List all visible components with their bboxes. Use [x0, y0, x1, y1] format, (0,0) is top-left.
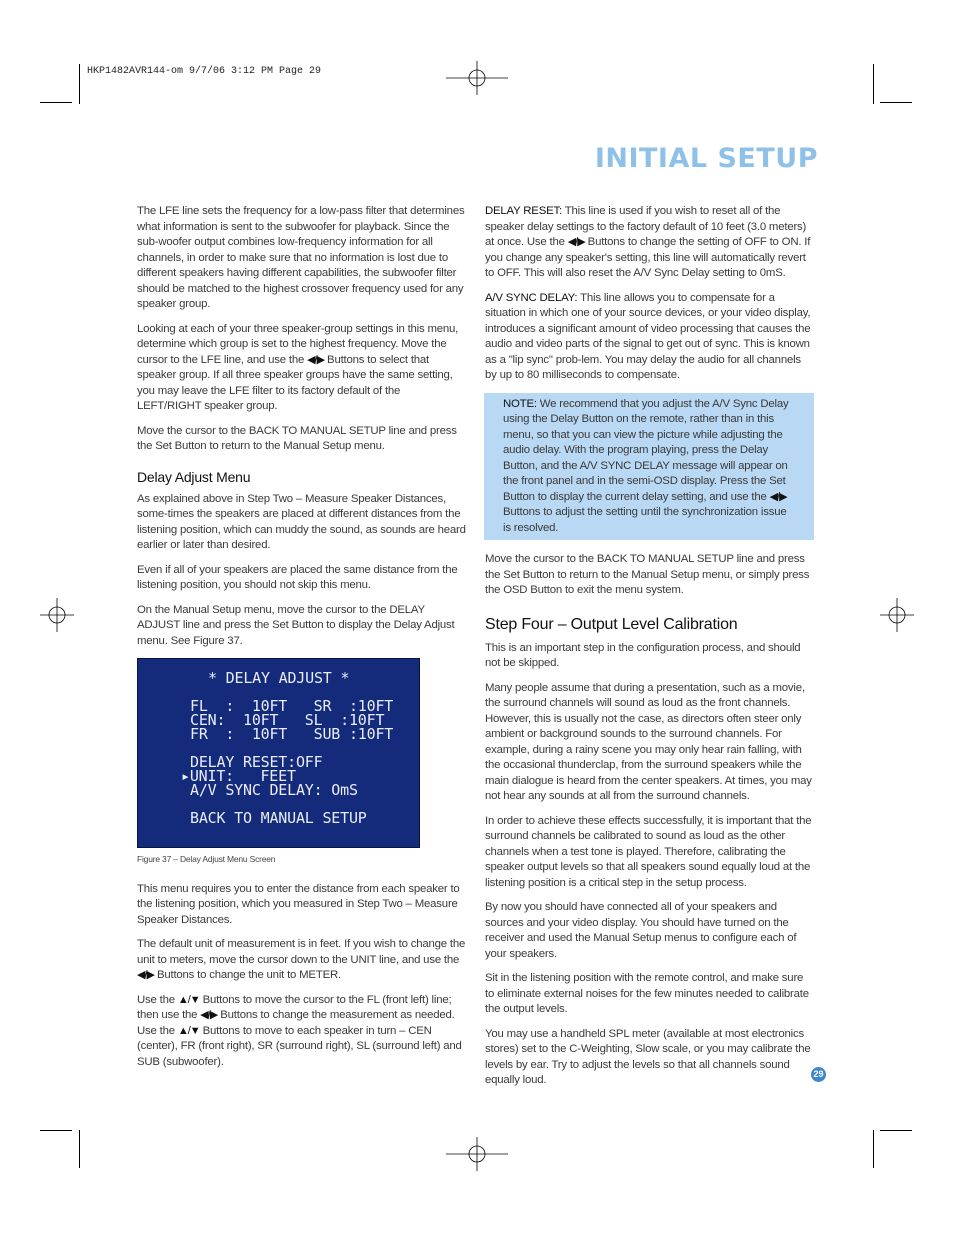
text: Use the [137, 993, 175, 1006]
paragraph-navigate [137, 993, 467, 1071]
up-down-arrows-icon: ▲/▼ [177, 993, 200, 1006]
paragraph-calibration: In order to achieve these effects successfully, it is important that the surround channels be calibrated to sound as loud as the other channels when a test tone is played. Therefore, calibrating the speaker output levels so that all speakers sound equally loud at the listening position is a critical step in the setup process. [485, 814, 812, 889]
left-right-arrows-icon: ◀/▶ [769, 490, 787, 503]
left-right-arrows-icon: ◀/▶ [200, 1009, 218, 1021]
label: DELAY RESET: [485, 205, 562, 217]
paragraph-important-step: This is an important step in the configuration process, and should not be skipped. [485, 641, 801, 669]
osd-title: * DELAY ADJUST * [208, 669, 350, 687]
text: The default unit of measurement is in feet. If you wish to change the unit to meters, move the cursor down to the UNIT line, and use the [137, 938, 466, 966]
paragraph-speaker-groups [137, 322, 467, 415]
paragraph-listening-position: Sit in the listening position with the remote control, and make sure to eliminate external noises for the few minutes needed to calibrate the output levels. [485, 972, 809, 1015]
text: Buttons to change the unit to METER. [156, 969, 341, 981]
label: A/V SYNC DELAY: [485, 291, 578, 304]
paragraph-lfe: The LFE line sets the frequency for a low-pass filter that determines what information is sent to the subwoofer for playback. Since the sub-woofer output combines low-frequency information for all channels, in order to make sure that no information is lost due to different speakers having different capabilities, the subwoofer filter should be matched to the highest crossover frequency used for any speaker group. [137, 205, 465, 310]
crop-mark [79, 1130, 80, 1168]
paragraph-av-sync [485, 291, 813, 384]
text: Buttons to adjust the setting until the synchronization issue is resolved. [503, 506, 787, 534]
right-column [485, 204, 813, 1098]
paragraph-menu-requires: This menu requires you to enter the distance from each speaker to the listening position, which you measured in Step Two – Measure Speaker Distances. [137, 882, 460, 926]
text: This line is used if you wish to reset all of the speaker delay settings to the factory default of 10 feet (3.0 meters) at once. Use the [485, 205, 807, 248]
text: We recommend that you adjust the A/V Sync Delay using the Delay Button on the remote, rather than in this menu, so that you can view the picture while adjusting the audio delay. With the program playing, press the Delay Button, and the A/V SYNC DELAY message will appear on the front panel and in the semi-OSD display. Press the Set Button to display the current delay setting, and use the [503, 397, 789, 503]
text: Buttons to move the cursor to the FL (front left) line; then use the [137, 993, 452, 1021]
registration-mark-bottom [446, 1137, 508, 1171]
crop-mark [873, 1130, 874, 1168]
registration-mark-top [446, 61, 508, 95]
osd-line: ▸UNIT: FEET [181, 767, 296, 785]
crop-mark [873, 64, 874, 104]
crop-mark [880, 102, 912, 103]
crop-mark [880, 1130, 912, 1131]
paragraph-delay-reset [485, 204, 813, 282]
paragraph-delay-intro: As explained above in Step Two – Measure Speaker Distances, some-times the speakers are placed at different distances from the listening position, which can muddy the sound, as sounds are heard earlier or later than desired. [137, 492, 466, 551]
text: Buttons to change the setting of OFF to ON. If you change any speaker's setting, this line will automatically revert to OFF. This will also reset the A/V Sync Delay setting to 0mS. [485, 236, 811, 279]
print-slug: HKP1482AVR144-om 9/7/06 3:12 PM Page 29 [87, 66, 322, 77]
left-right-arrows-icon: ◀/▶ [307, 353, 325, 366]
text: Buttons to change the measurement as needed. Use the [137, 1009, 455, 1037]
text: Buttons to move to each speaker in turn – CEN (center), FR (front right), SR (surround right), SL (surround left) and SUB (subwoofer). [137, 1024, 462, 1068]
left-right-arrows-icon: ◀/▶ [567, 236, 585, 248]
text: This line allows you to compensate for a situation in which one of your source devices, or your video display, introduces a significant amount of video processing that causes the audio and video parts of the signal to get out of sync. This is known as a "lip sync" prob-lem. You may delay the audio for all channels by up to 80 milliseconds to compensate. [485, 291, 811, 381]
up-down-arrows-icon: ▲/▼ [177, 1024, 200, 1037]
crop-mark [79, 64, 80, 104]
osd-line: FL : 10FT SR :10FT [190, 697, 394, 715]
osd-line: DELAY RESET:OFF [190, 753, 323, 771]
osd-line: CEN: 10FT SL :10FT [190, 711, 385, 729]
paragraph-spl-meter: You may use a handheld SPL meter (available at most electronics stores) set to the C-Weighting, Slow scale, or you may calibrate the levels by ear. Try to adjust the levels so that all channels sound equally loud. [485, 1027, 811, 1086]
note-box [484, 393, 814, 541]
heading-step-four: Step Four – Output Level Calibration [485, 615, 738, 633]
heading-delay-adjust: Delay Adjust Menu [137, 468, 251, 485]
paragraph-same-distance: Even if all of your speakers are placed the same distance from the listening position, you should not skip this menu. [137, 563, 458, 591]
text: Looking at each of your three speaker-group settings in this menu, determine which group is set to the highest frequency. Move the cursor to the LFE line, and use the [137, 322, 459, 366]
paragraph-back-to-manual: Move the cursor to the BACK TO MANUAL SETUP line and press the Set Button to return to the Manual Setup menu. [137, 424, 457, 452]
crop-mark [40, 1130, 72, 1131]
left-right-arrows-icon: ◀/▶ [137, 969, 154, 981]
page-number-badge: 29 [811, 1067, 826, 1082]
osd-line: BACK TO MANUAL SETUP [190, 809, 367, 827]
paragraph-unit [137, 937, 467, 984]
crop-mark [40, 102, 72, 103]
left-column [137, 204, 467, 1079]
label: NOTE: [503, 397, 537, 410]
paragraph-move-cursor: Move the cursor to the BACK TO MANUAL SETUP line and press the Set Button to return to the Manual Setup menu, or simply press the OSD Button to exit the menu system. [485, 553, 810, 596]
paragraph-surround-assumption: Many people assume that during a presentation, such as a movie, the surround channels will sound as loud as the front channels. However, this is usually not the case, as directors often steer only ambient or background sounds to the surround channels. For example, during a rainy scene you may only hear rain falling, with the occasional thunderclap, from the surround speakers while the main dialogue is heard from the center speakers. At times, you may not hear any sounds at all from the surround channels. [485, 681, 812, 802]
paragraph-see-figure: On the Manual Setup menu, move the cursor to the DELAY ADJUST line and press the Set Button to display the Delay Adjust menu. See Figure 37. [137, 603, 455, 647]
delay-adjust-osd-screen [137, 658, 420, 848]
text: Buttons to select that speaker group. If all three speaker groups have the same setting, you may leave the LFE filter to its factory default of the LEFT/RIGHT speaker group. [137, 353, 453, 412]
page-title: INITIAL SETUP [594, 143, 818, 174]
registration-mark-left [40, 598, 74, 632]
osd-line: FR : 10FT SUB :10FT [190, 725, 394, 743]
note-text [503, 397, 796, 537]
figure-caption: Figure 37 – Delay Adjust Menu Screen [137, 854, 276, 864]
paragraph-connected: By now you should have connected all of your speakers and sources and your video display. You should have turned on the receiver and used the Manual Setup menus to configure each of your speakers. [485, 901, 797, 960]
osd-line: A/V SYNC DELAY: OmS [190, 781, 358, 799]
registration-mark-right [880, 598, 914, 632]
